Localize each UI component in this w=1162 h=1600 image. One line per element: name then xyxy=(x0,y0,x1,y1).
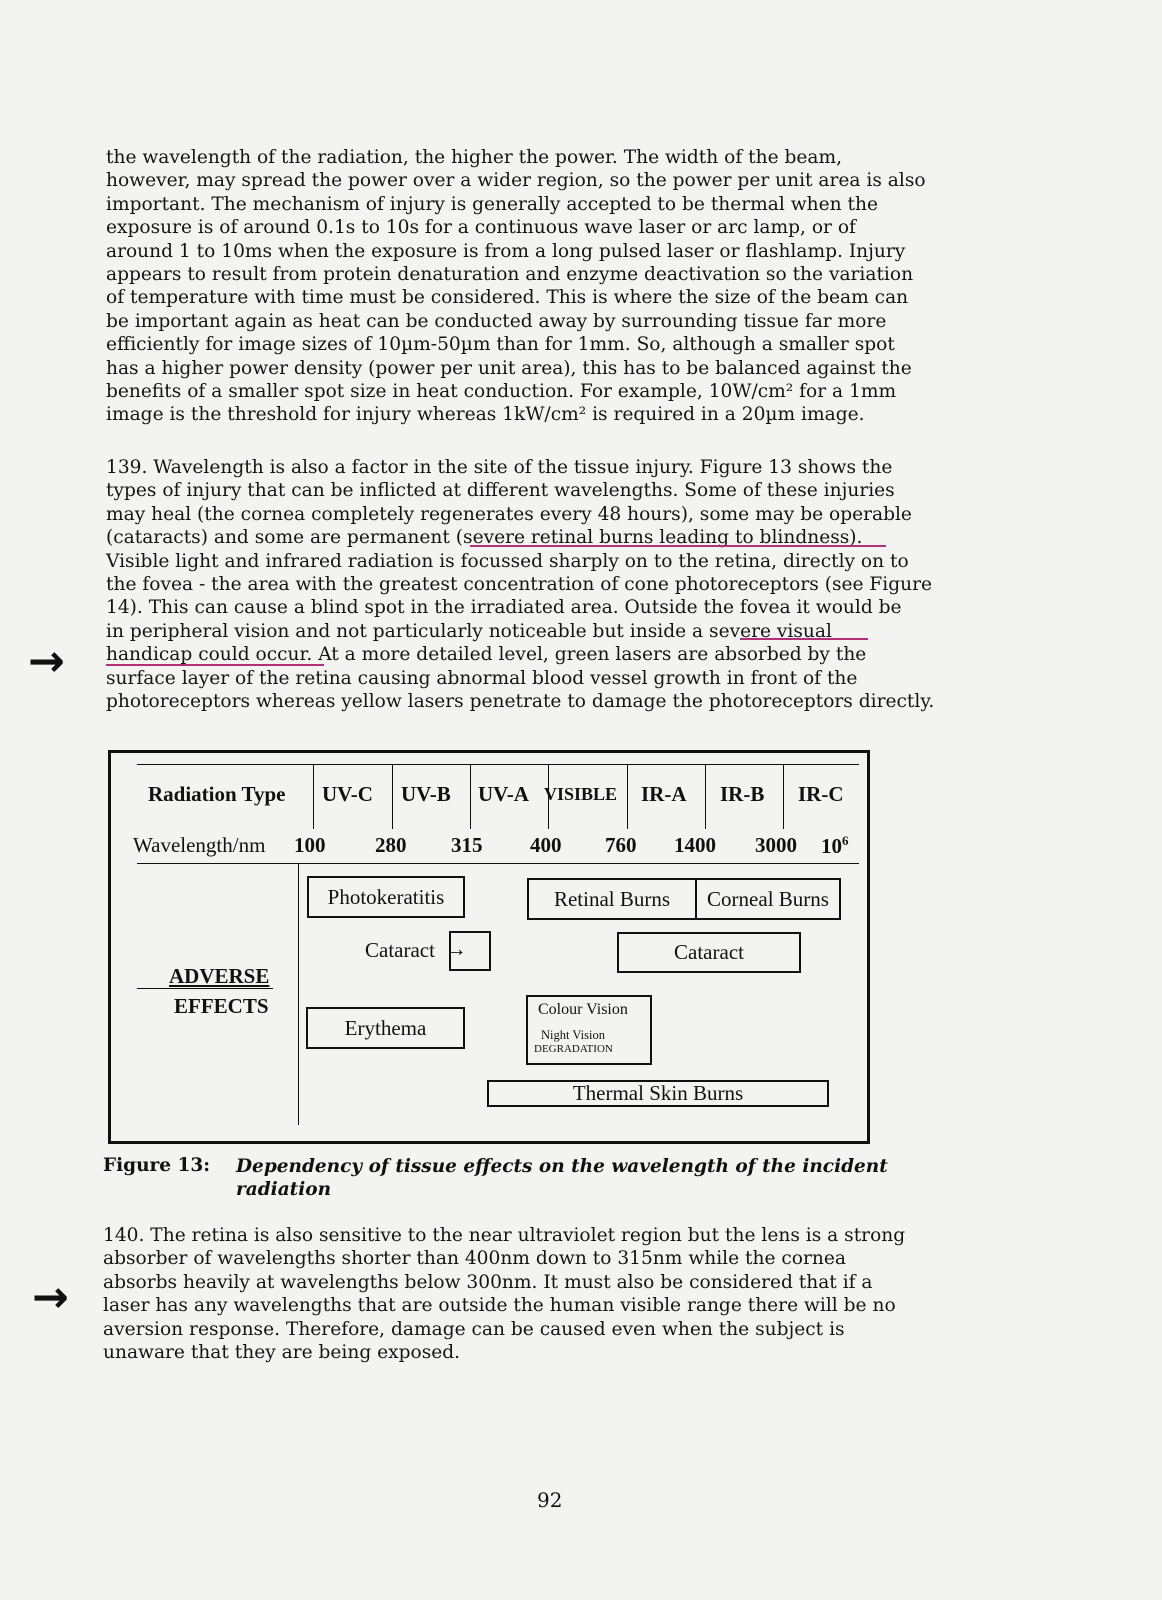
figure-13-table xyxy=(108,750,870,1144)
effect-cataract-uv: Cataract xyxy=(365,938,435,962)
text-line: of temperature with time must be considered. This is where the size of the beam can xyxy=(106,287,909,309)
effect-corneal-burns: Corneal Burns xyxy=(695,878,841,920)
adverse-label: ADVERSE xyxy=(169,964,270,988)
caption-line: radiation xyxy=(236,1179,332,1200)
text-line: (cataracts) and some are permanent (severe retinal burns leading to blindness). xyxy=(106,527,863,549)
table-rule xyxy=(705,764,706,829)
wavelength-value: 3000 xyxy=(755,833,797,857)
effect-vision-degradation xyxy=(526,995,652,1065)
page-number: 92 xyxy=(537,1488,563,1512)
band-visible: VISIBLE xyxy=(544,784,618,804)
text-line: photoreceptors whereas yellow lasers penetrate to damage the photoreceptors directly. xyxy=(106,691,935,713)
night-vision-label: Night Vision xyxy=(541,1028,605,1042)
handwritten-underline xyxy=(106,664,324,666)
text-line: aversion response. Therefore, damage can be caused even when the subject is xyxy=(103,1318,845,1340)
text-line: unaware that they are being exposed. xyxy=(103,1342,461,1364)
table-rule xyxy=(470,764,471,829)
text-line: benefits of a smaller spot size in heat conduction. For example, 10W/cm² for a 1mm xyxy=(106,381,897,403)
wavelength-exponent: 6 xyxy=(842,833,849,848)
text-line: 140. The retina is also sensitive to the near ultraviolet region but the lens is a strong xyxy=(103,1225,906,1246)
degradation-label: DEGRADATION xyxy=(534,1043,613,1055)
text-line: 14). This can cause a blind spot in the irradiated area. Outside the fovea it would be xyxy=(106,597,902,619)
text-line: laser has any wavelengths that are outside the human visible range there will be no xyxy=(103,1295,896,1317)
margin-arrow-icon: → xyxy=(28,636,65,687)
effects-label: EFFECTS xyxy=(174,994,269,1018)
table-rule xyxy=(313,764,314,829)
paragraph-intro xyxy=(106,146,964,427)
band-uv-c: UV-C xyxy=(322,782,373,806)
band-ir-c: IR-C xyxy=(798,782,844,806)
text-line: has a higher power density (power per unit area), this has to be balanced against the xyxy=(106,357,912,379)
text-line: Visible light and infrared radiation is focussed sharply on to the retina, directly on to xyxy=(106,550,909,572)
effect-erythema: Erythema xyxy=(306,1007,465,1049)
colour-vision-label: Colour Vision xyxy=(538,1001,628,1018)
text-line: important. The mechanism of injury is generally accepted to be thermal when the xyxy=(106,193,878,215)
figure-caption-text xyxy=(236,1155,888,1201)
caption-line: Dependency of tissue effects on the wavelength of the incident xyxy=(236,1156,888,1177)
band-ir-a: IR-A xyxy=(641,782,687,806)
effect-photokeratitis: Photokeratitis xyxy=(307,876,465,918)
text-line: appears to result from protein denaturation and enzyme deactivation so the variation xyxy=(106,264,914,286)
text-line: absorbs heavily at wavelengths below 300nm. It must also be considered that if a xyxy=(103,1271,873,1293)
band-uv-a: UV-A xyxy=(478,782,529,806)
text-line: image is the threshold for injury whereas 1kW/cm² is required in a 20µm image. xyxy=(106,404,865,426)
paragraph-140 xyxy=(103,1224,961,1364)
text-line: handicap could occur. At a more detailed level, green lasers are absorbed by the xyxy=(106,644,867,666)
text-line: efficiently for image sizes of 10µm-50µm than for 1mm. So, although a smaller spot xyxy=(106,334,895,356)
wavelength-value: 760 xyxy=(605,833,637,857)
table-rule xyxy=(137,764,859,765)
cataract-arrow-box xyxy=(449,931,491,971)
wavelength-value: 400 xyxy=(530,833,562,857)
effect-cataract-ir: Cataract xyxy=(617,932,801,973)
text-line: exposure is of around 0.1s to 10s for a continuous wave laser or arc lamp, or of xyxy=(106,217,856,239)
text-line: absorber of wavelengths shorter than 400nm down to 315nm while the cornea xyxy=(103,1248,846,1270)
table-rule xyxy=(783,764,784,829)
text-line: surface layer of the retina causing abnormal blood vessel growth in front of the xyxy=(106,667,858,689)
effect-thermal-skin-burns: Thermal Skin Burns xyxy=(487,1080,829,1107)
margin-arrow-icon: → xyxy=(32,1272,69,1323)
text-line: 139. Wavelength is also a factor in the site of the tissue injury. Figure 13 shows the xyxy=(106,457,893,478)
arrow-right-icon: → xyxy=(445,936,467,961)
text-line: in peripheral vision and not particularly noticeable but inside a severe visual xyxy=(106,620,832,642)
text-line: the fovea - the area with the greatest concentration of cone photoreceptors (see Figure xyxy=(106,574,933,596)
text-line: however, may spread the power over a wider region, so the power per unit area is also xyxy=(106,170,926,192)
radiation-type-label: Radiation Type xyxy=(148,782,286,806)
text-line: be important again as heat can be conducted away by surrounding tissue far more xyxy=(106,310,887,332)
table-rule xyxy=(137,863,859,864)
wavelength-value xyxy=(821,833,849,859)
wavelength-label: Wavelength/nm xyxy=(133,833,266,857)
effect-retinal-burns: Retinal Burns xyxy=(527,878,697,920)
paragraph-139 xyxy=(106,456,964,713)
table-rule xyxy=(627,764,628,829)
text-line: the wavelength of the radiation, the higher the power. The width of the beam, xyxy=(106,147,843,168)
text-line: types of injury that can be inflicted at different wavelengths. Some of these injuries xyxy=(106,480,895,502)
table-rule xyxy=(392,764,393,829)
table-rule xyxy=(298,863,299,1125)
band-ir-b: IR-B xyxy=(720,782,765,806)
wavelength-value: 280 xyxy=(375,833,407,857)
figure-caption-label: Figure 13: xyxy=(103,1155,211,1176)
table-rule xyxy=(137,988,273,989)
wavelength-value: 1400 xyxy=(674,833,716,857)
handwritten-underline xyxy=(740,638,868,640)
band-uv-b: UV-B xyxy=(401,782,451,806)
text-line: around 1 to 10ms when the exposure is from a long pulsed laser or flashlamp. Injury xyxy=(106,240,906,262)
handwritten-underline xyxy=(470,545,886,547)
wavelength-value: 315 xyxy=(451,833,483,857)
wavelength-base: 10 xyxy=(821,834,842,858)
text-line: may heal (the cornea completely regenerates every 48 hours), some may be operable xyxy=(106,503,912,525)
wavelength-value: 100 xyxy=(294,833,326,857)
